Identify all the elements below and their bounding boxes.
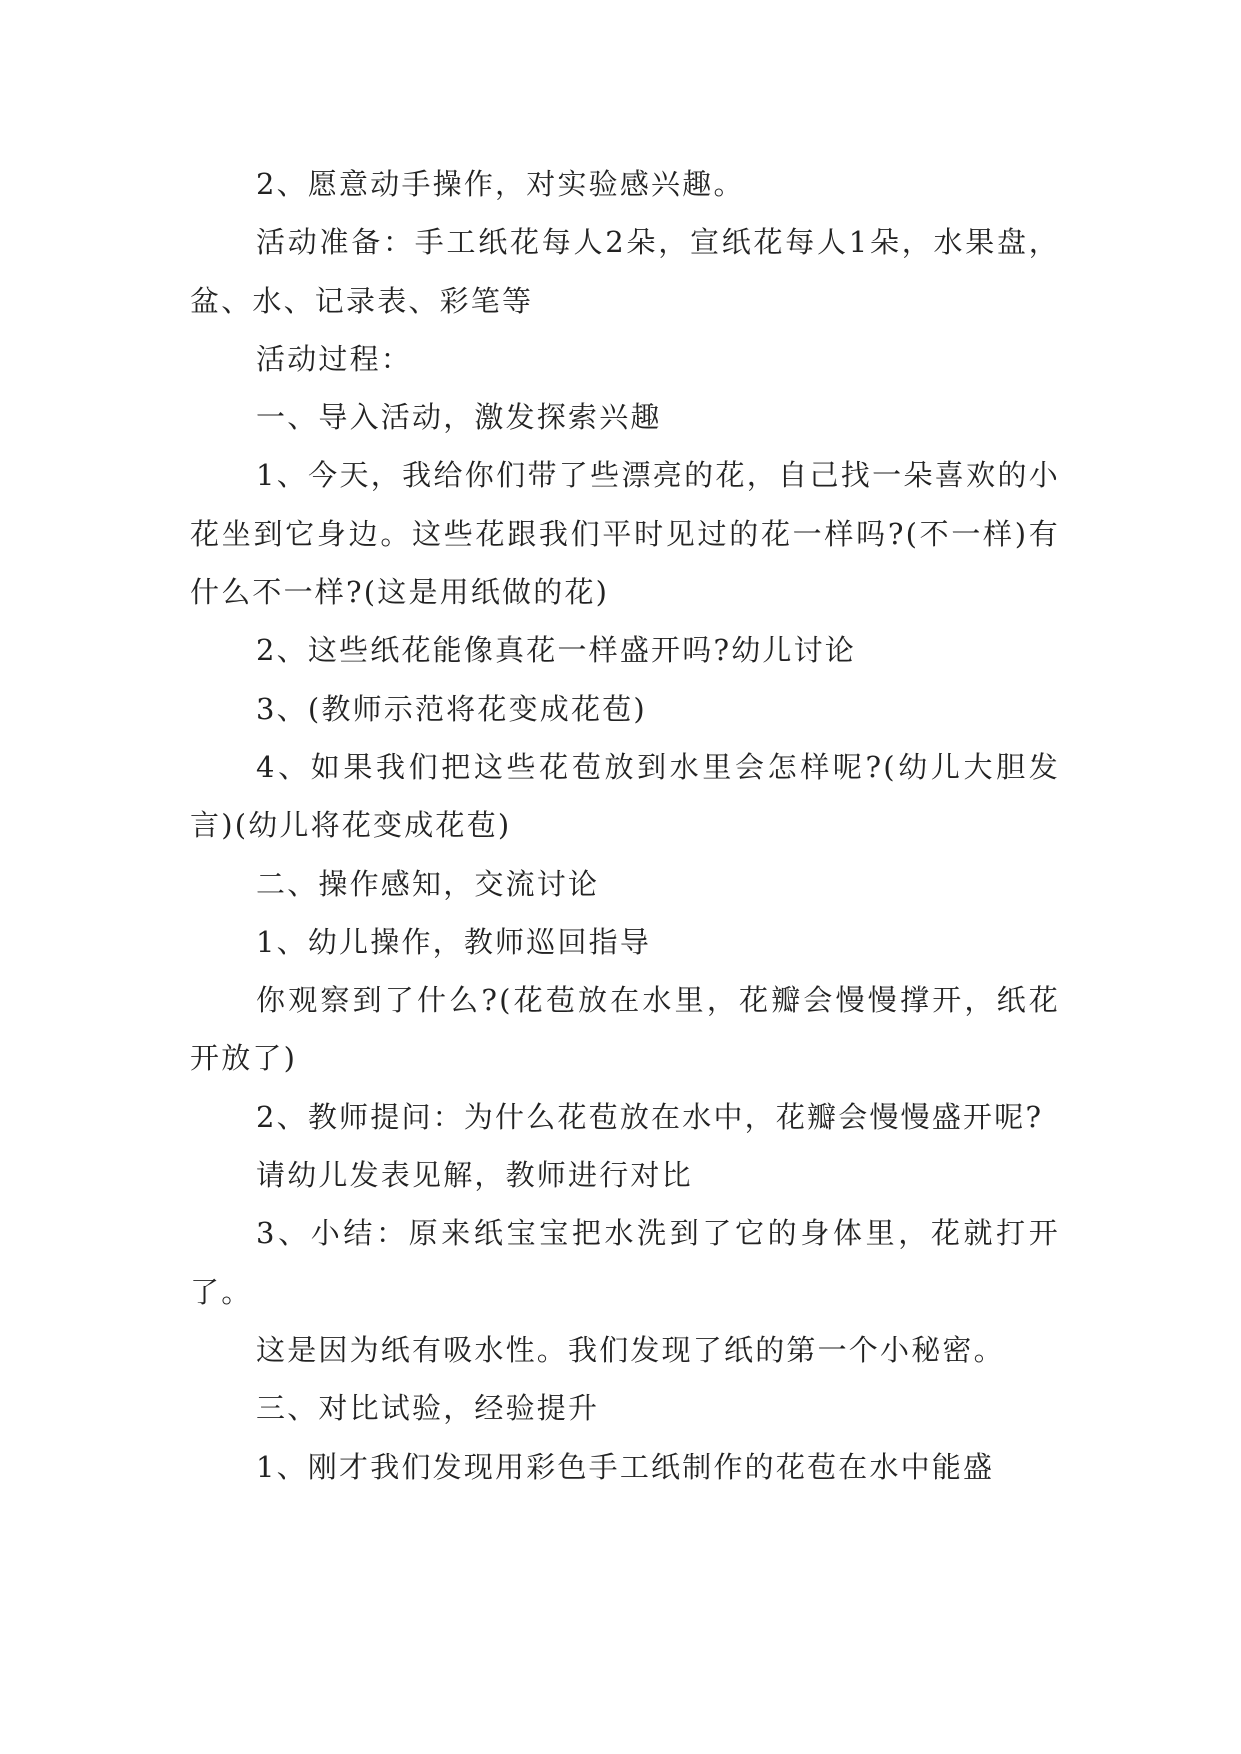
- discussion-paragraph: 请幼儿发表见解，教师进行对比: [256, 1158, 693, 1193]
- summary-paragraph: 3、小结：原来纸宝宝把水洗到了它的身体里，花就打开了。: [190, 1216, 1060, 1309]
- step-paragraph: 1、刚才我们发现用彩色手工纸制作的花苞在水中能盛: [256, 1449, 995, 1484]
- section-heading-1: 一、导入活动，激发探索兴趣: [256, 400, 662, 435]
- step-paragraph: 2、教师提问：为什么花苞放在水中，花瓣会慢慢盛开呢?: [256, 1099, 1044, 1134]
- step-paragraph: 2、这些纸花能像真花一样盛开吗?幼儿讨论: [256, 633, 856, 668]
- preparation-paragraph: 活动准备：手工纸花每人2朵，宣纸花每人1朵，水果盘，盆、水、记录表、彩笔等: [190, 225, 1060, 318]
- section-heading-3: 三、对比试验，经验提升: [256, 1391, 600, 1426]
- step-paragraph: 3、(教师示范将花变成花苞): [256, 691, 647, 726]
- conclusion-paragraph: 这是因为纸有吸水性。我们发现了纸的第一个小秘密。: [256, 1332, 1005, 1367]
- objective-paragraph: 2、愿意动手操作，对实验感兴趣。: [256, 167, 745, 201]
- step-paragraph: 1、今天，我给你们带了些漂亮的花，自己找一朵喜欢的小花坐到它身边。这些花跟我们平时见过的花一样吗?(不一样)有什么不一样?(这是用纸做的花): [190, 458, 1060, 610]
- section-heading-2: 二、操作感知，交流讨论: [256, 866, 600, 901]
- document-body: [190, 155, 1060, 1496]
- process-heading: 活动过程：: [256, 341, 413, 376]
- step-paragraph: 1、幼儿操作，教师巡回指导: [256, 924, 652, 959]
- observation-paragraph: 你观察到了什么?(花苞放在水里，花瓣会慢慢撑开，纸花开放了): [190, 983, 1060, 1076]
- step-paragraph: 4、如果我们把这些花苞放到水里会怎样呢?(幼儿大胆发言)(幼儿将花变成花苞): [190, 749, 1060, 843]
